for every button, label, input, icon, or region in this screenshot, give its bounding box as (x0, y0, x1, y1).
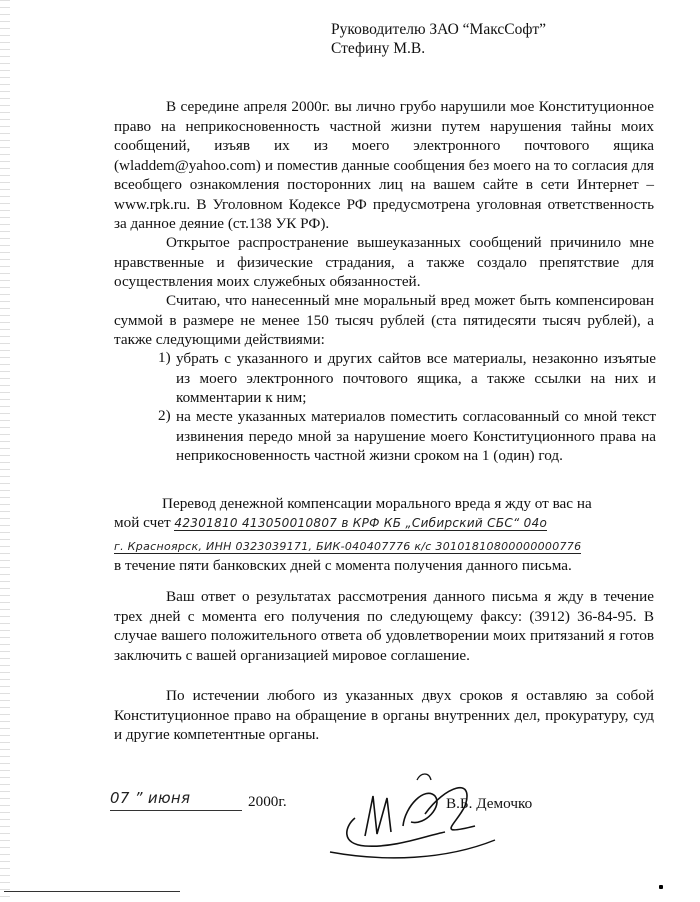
account-line (114, 514, 547, 532)
list-item-number: 2) (158, 407, 171, 424)
list-item-text: на месте указанных материалов поместить согласованный со мной текст извинения передо мной за нарушение моего Конституционного права на неприкосновенность частной жизни сроком на 1 (один) год. (176, 408, 656, 464)
paragraph-5: Ваш ответ о результатах рассмотрения данного письма я жду в течение трех дней с момента его получения по следующему факсу: (3912) 36-84-95. В случае вашего положительного ответа об удовлетворении моих притязаний я готов заключить с вашей организацией мировое соглашение. (114, 588, 654, 664)
signature-graphic (325, 766, 505, 866)
footer-rule (4, 891, 180, 892)
list-item-number: 1) (158, 349, 171, 366)
paragraph-1: В середине апреля 2000г. вы лично грубо нарушили мое Конституционное право на неприкосновенность частной жизни путем нарушения тайны моих сообщений, изъяв их из моего электронного почтового ящика (wladdem@yahoo.com) и поместив данные сообщения без моего на то согласия для всеобщего ознакомления посторонних лиц на вашем сайте в сети Интернет – www.rpk.ru. В Уголовном Кодексе РФ предусмотрена уголовная ответственность за данное деяние (ст.138 УК РФ). (114, 98, 654, 232)
list-item-text: убрать с указанного и других сайтов все материалы, незаконно изъятые из моего электронного почтового ящика, а также ссылки на них и комментарии к ним; (176, 350, 656, 406)
paragraph-6: По истечении любого из указанных двух сроков я оставляю за собой Конституционное право на обращение в органы внутренних дел, прокуратуру, суд и другие компетентные органы. (114, 687, 654, 743)
scan-mark (659, 885, 663, 889)
transfer-lead: Перевод денежной компенсации морального вреда я жду от вас на (162, 495, 592, 512)
addressee-line-1: Руководителю ЗАО “МаксСофт” (331, 21, 547, 38)
handwritten-bank-details-line (114, 537, 581, 555)
handwritten-bank-details: г. Красноярск, ИНН 0323039171, БИК-040407776 к/с 30101810800000000776 (114, 540, 582, 553)
addressee-line-2: Стефину М.В. (331, 40, 426, 57)
signatory-name: В.Б. Демочко (446, 795, 533, 812)
account-label: мой счет (114, 514, 171, 531)
paragraph-2: Открытое распространение вышеуказанных сообщений причинило мне нравственные и физические страдания, а также создало препятствие для осуществления моих служебных обязанностей. (114, 234, 654, 290)
transfer-tail: в течение пяти банковских дней с момента получения данного письма. (114, 557, 572, 574)
scan-edge (0, 0, 10, 902)
handwritten-date: 07 ” июня (110, 789, 191, 807)
date-year: 2000г. (248, 793, 287, 810)
date-underline (110, 810, 242, 811)
addressee-block (331, 20, 546, 58)
handwritten-account: 42301810 413050010807 в КРФ КБ „Сибирский СБС“ 04о (174, 516, 548, 530)
paragraph-3: Считаю, что нанесенный мне моральный вред может быть компенсирован суммой в размере не менее 150 тысяч рублей (ста пятидесяти тысяч рублей), а также следующими действиями: (114, 292, 654, 348)
